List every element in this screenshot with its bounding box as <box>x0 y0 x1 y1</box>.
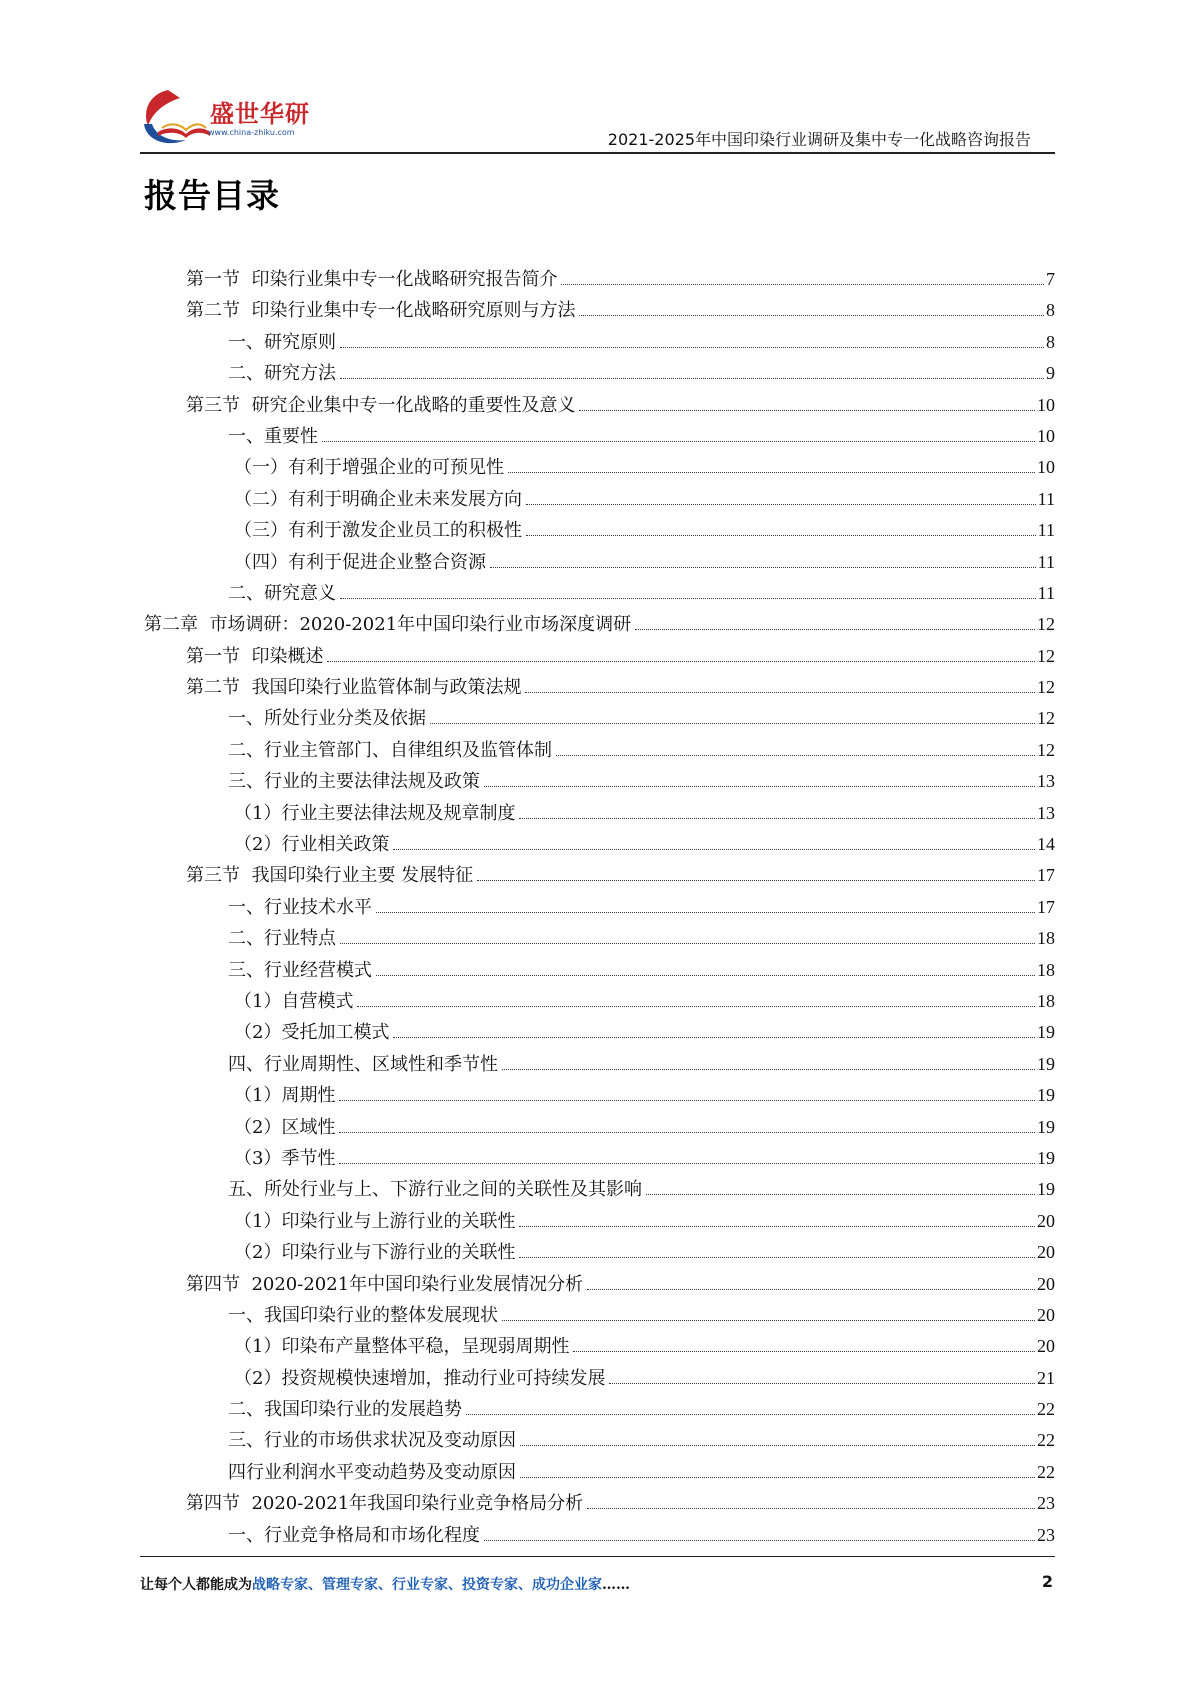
toc-leader-dots <box>635 629 1035 630</box>
toc-entry-page: 20 <box>1037 1210 1055 1231</box>
toc-leader-dots <box>609 1383 1035 1384</box>
toc-entry-title: 四行业利润水平变动趋势及变动原因 <box>228 1461 516 1483</box>
toc-entry-title: 一、行业竞争格局和市场化程度 <box>228 1524 480 1546</box>
toc-entry[interactable] <box>144 452 1055 483</box>
toc-entry-title: 五、所处行业与上、下游行业之间的关联性及其影响 <box>228 1179 642 1201</box>
toc-entry[interactable] <box>144 390 1055 421</box>
toc-entry-page: 18 <box>1037 959 1055 980</box>
toc-entry[interactable] <box>144 672 1055 703</box>
toc-entry-page: 11 <box>1037 582 1055 603</box>
toc-entry-page: 13 <box>1037 771 1055 792</box>
toc-entry-title: 一、重要性 <box>228 425 318 447</box>
toc-entry-title: （1）行业主要法律法规及规章制度 <box>234 802 516 824</box>
toc-entry-page: 17 <box>1037 865 1055 886</box>
toc-entry[interactable] <box>144 1143 1055 1174</box>
toc-leader-dots <box>340 943 1035 944</box>
toc-entry-page: 22 <box>1037 1430 1055 1451</box>
toc-leader-dots <box>508 472 1035 473</box>
toc-leader-dots <box>484 1540 1035 1541</box>
toc-entry[interactable] <box>144 1300 1055 1331</box>
toc-entry-title: 第四节 2020-2021年中国印染行业发展情况分析 <box>186 1273 584 1295</box>
toc-leader-dots <box>340 378 1044 379</box>
toc-entry[interactable] <box>144 1017 1055 1048</box>
slogan-prefix: 让每个人都能成为 <box>140 1577 252 1593</box>
toc-entry-title: 一、行业技术水平 <box>228 896 372 918</box>
report-title: 2021-2025年中国印染行业调研及集中专一化战略咨询报告 <box>607 130 1031 149</box>
toc-entry-title: 第一节 印染行业集中专一化战略研究报告简介 <box>186 269 558 290</box>
toc-entry-title: 第二节 印染行业集中专一化战略研究原则与方法 <box>186 300 576 322</box>
toc-leader-dots <box>520 1445 1035 1446</box>
toc-leader-dots <box>477 880 1035 881</box>
toc-entry[interactable] <box>144 1363 1055 1394</box>
toc-leader-dots <box>339 1100 1035 1101</box>
toc-leader-dots <box>502 1069 1035 1070</box>
toc-entry[interactable] <box>144 327 1055 358</box>
toc-entry-page: 13 <box>1037 802 1055 823</box>
toc-entry-title: 一、所处行业分类及依据 <box>228 708 426 730</box>
toc-entry-page: 11 <box>1037 551 1055 572</box>
toc-leader-dots <box>322 441 1035 442</box>
table-of-contents <box>144 264 1055 1551</box>
toc-entry-page: 7 <box>1046 269 1055 289</box>
toc-leader-dots <box>340 347 1044 348</box>
toc-entry-title: （2）区域性 <box>234 1116 336 1138</box>
toc-entry-page: 19 <box>1037 1022 1055 1043</box>
toc-leader-dots <box>579 410 1035 411</box>
toc-entry-page: 19 <box>1037 1179 1055 1200</box>
logo-url: www.china-zhiku.com <box>208 128 295 137</box>
toc-entry-title: （四）有利于促进企业整合资源 <box>234 551 486 573</box>
toc-entry-title: （三）有利于激发企业员工的积极性 <box>234 520 522 542</box>
toc-entry-title: 第一节 印染概述 <box>186 645 324 667</box>
toc-entry-title: （2）行业相关政策 <box>234 834 390 856</box>
toc-entry[interactable] <box>144 703 1055 734</box>
toc-entry-title: 第三节 我国印染行业主要 发展特征 <box>186 865 474 887</box>
toc-entry-page: 20 <box>1037 1336 1055 1357</box>
toc-entry-title: 二、行业特点 <box>228 928 336 950</box>
slogan-highlight: 战略专家、管理专家、行业专家、投资专家、成功企业家 <box>252 1577 602 1593</box>
toc-leader-dots <box>430 723 1035 724</box>
toc-entry[interactable] <box>144 578 1055 609</box>
toc-entry-page: 12 <box>1037 708 1055 729</box>
toc-entry-page: 20 <box>1037 1242 1055 1263</box>
toc-leader-dots <box>339 1132 1035 1133</box>
toc-entry-page: 8 <box>1046 331 1055 352</box>
toc-entry-title: （1）印染布产量整体平稳，呈现弱周期性 <box>234 1336 570 1358</box>
toc-entry[interactable] <box>144 766 1055 797</box>
toc-entry[interactable] <box>144 358 1055 389</box>
toc-entry[interactable] <box>144 515 1055 546</box>
toc-entry[interactable] <box>144 1112 1055 1143</box>
toc-entry-page: 18 <box>1037 990 1055 1011</box>
toc-entry[interactable] <box>144 1080 1055 1111</box>
toc-leader-dots <box>502 1320 1035 1321</box>
toc-leader-dots <box>484 786 1035 787</box>
toc-entry-page: 8 <box>1046 300 1055 321</box>
toc-leader-dots <box>520 1477 1035 1478</box>
toc-entry-title: （1）印染行业与上游行业的关联性 <box>234 1210 516 1232</box>
toc-entry[interactable] <box>144 1049 1055 1080</box>
toc-entry-page: 20 <box>1037 1273 1055 1294</box>
toc-entry-title: 一、我国印染行业的整体发展现状 <box>228 1304 498 1326</box>
toc-entry-title: 二、研究方法 <box>228 363 336 385</box>
toc-entry[interactable] <box>144 798 1055 829</box>
toc-entry[interactable] <box>144 295 1055 326</box>
toc-entry-page: 19 <box>1037 1085 1055 1106</box>
toc-entry-title: 四、行业周期性、区域性和季节性 <box>228 1053 498 1075</box>
toc-entry-page: 12 <box>1037 677 1055 698</box>
toc-leader-dots <box>525 692 1035 693</box>
toc-entry-title: 二、我国印染行业的发展趋势 <box>228 1399 462 1421</box>
toc-entry[interactable] <box>144 892 1055 923</box>
toc-entry[interactable] <box>144 421 1055 452</box>
toc-entry[interactable] <box>144 264 1055 295</box>
toc-entry[interactable] <box>144 1269 1055 1300</box>
toc-entry-title: 第四节 2020-2021年我国印染行业竞争格局分析 <box>186 1493 584 1515</box>
toc-entry-page: 9 <box>1046 363 1055 384</box>
toc-leader-dots <box>357 1006 1035 1007</box>
toc-entry-page: 11 <box>1037 488 1055 509</box>
toc-leader-dots <box>561 284 1044 285</box>
toc-entry-page: 12 <box>1037 645 1055 666</box>
toc-entry-page: 10 <box>1037 394 1055 415</box>
toc-entry-page: 20 <box>1037 1304 1055 1325</box>
toc-leader-dots <box>340 598 1036 599</box>
toc-leader-dots <box>579 315 1044 316</box>
toc-entry-page: 12 <box>1037 739 1055 760</box>
toc-entry-title: 二、研究意义 <box>228 582 336 604</box>
slogan-suffix: …… <box>602 1577 630 1593</box>
toc-entry-page: 22 <box>1037 1461 1055 1482</box>
toc-entry-title: （二）有利于明确企业未来发展方向 <box>234 488 522 510</box>
toc-entry-page: 10 <box>1037 457 1055 478</box>
toc-entry[interactable] <box>144 1174 1055 1205</box>
toc-leader-dots <box>376 975 1035 976</box>
toc-leader-dots <box>519 1226 1035 1227</box>
toc-entry-page: 18 <box>1037 928 1055 949</box>
toc-entry-title: 三、行业经营模式 <box>228 959 372 981</box>
toc-entry[interactable] <box>144 1520 1055 1551</box>
toc-entry-page: 21 <box>1037 1367 1055 1388</box>
toc-entry[interactable] <box>144 1331 1055 1362</box>
toc-entry[interactable] <box>144 609 1055 640</box>
toc-leader-dots <box>339 1163 1035 1164</box>
footer-divider <box>140 1556 1055 1557</box>
header-divider <box>140 152 1055 154</box>
toc-entry-page: 11 <box>1037 520 1055 541</box>
toc-entry[interactable] <box>144 923 1055 954</box>
toc-entry-page: 19 <box>1037 1147 1055 1168</box>
toc-entry[interactable] <box>144 547 1055 578</box>
toc-entry-title: 三、行业的市场供求状况及变动原因 <box>228 1430 516 1452</box>
toc-entry-title: （一）有利于增强企业的可预见性 <box>234 457 504 479</box>
toc-entry[interactable] <box>144 860 1055 891</box>
toc-leader-dots <box>526 504 1036 505</box>
toc-leader-dots <box>393 849 1035 850</box>
toc-leader-dots <box>327 661 1035 662</box>
toc-entry[interactable] <box>144 1394 1055 1425</box>
toc-entry-title: 第三节 研究企业集中专一化战略的重要性及意义 <box>186 394 576 416</box>
toc-entry-page: 17 <box>1037 896 1055 917</box>
toc-entry-title: （3）季节性 <box>234 1147 336 1169</box>
toc-entry-page: 12 <box>1037 614 1055 635</box>
toc-entry-title: （2）投资规模快速增加，推动行业可持续发展 <box>234 1367 606 1389</box>
toc-entry-title: （2）印染行业与下游行业的关联性 <box>234 1242 516 1264</box>
toc-entry[interactable] <box>144 955 1055 986</box>
footer-slogan <box>140 1574 630 1594</box>
toc-leader-dots <box>556 755 1035 756</box>
toc-leader-dots <box>490 567 1036 568</box>
toc-leader-dots <box>519 1257 1035 1258</box>
toc-entry-title: （1）周期性 <box>234 1085 336 1107</box>
page-number: 2 <box>1041 1572 1053 1591</box>
toc-entry[interactable] <box>144 829 1055 860</box>
toc-entry[interactable] <box>144 1425 1055 1456</box>
toc-entry[interactable] <box>144 1457 1055 1488</box>
toc-entry-title: （2）受托加工模式 <box>234 1022 390 1044</box>
toc-leader-dots <box>646 1194 1035 1195</box>
toc-entry[interactable] <box>144 641 1055 672</box>
toc-leader-dots <box>466 1414 1035 1415</box>
toc-entry-title: 二、行业主管部门、自律组织及监管体制 <box>228 739 552 761</box>
toc-leader-dots <box>573 1351 1035 1352</box>
toc-entry-page: 19 <box>1037 1053 1055 1074</box>
toc-entry[interactable] <box>144 986 1055 1017</box>
toc-entry-title: （1）自营模式 <box>234 990 354 1012</box>
toc-entry[interactable] <box>144 1206 1055 1237</box>
toc-entry[interactable] <box>144 1488 1055 1519</box>
toc-entry-title: 三、行业的主要法律法规及政策 <box>228 771 480 793</box>
toc-entry-title: 第二节 我国印染行业监管体制与政策法规 <box>186 677 522 699</box>
toc-entry[interactable] <box>144 484 1055 515</box>
toc-entry[interactable] <box>144 735 1055 766</box>
logo-text: 盛世华研 <box>210 100 310 128</box>
toc-leader-dots <box>376 912 1035 913</box>
toc-entry-page: 23 <box>1037 1493 1055 1514</box>
toc-entry-page: 22 <box>1037 1399 1055 1420</box>
toc-entry-title: 一、研究原则 <box>228 331 336 353</box>
toc-leader-dots <box>526 535 1036 536</box>
toc-entry-page: 19 <box>1037 1116 1055 1137</box>
toc-leader-dots <box>587 1508 1035 1509</box>
toc-entry-title: 第二章 市场调研：2020-2021年中国印染行业市场深度调研 <box>144 614 632 636</box>
toc-leader-dots <box>519 818 1035 819</box>
toc-leader-dots <box>393 1037 1035 1038</box>
toc-entry[interactable] <box>144 1237 1055 1268</box>
toc-leader-dots <box>587 1289 1035 1290</box>
toc-entry-page: 10 <box>1037 425 1055 446</box>
page-title: 报告目录 <box>144 176 280 215</box>
toc-entry-page: 14 <box>1037 834 1055 855</box>
toc-entry-page: 23 <box>1037 1524 1055 1545</box>
